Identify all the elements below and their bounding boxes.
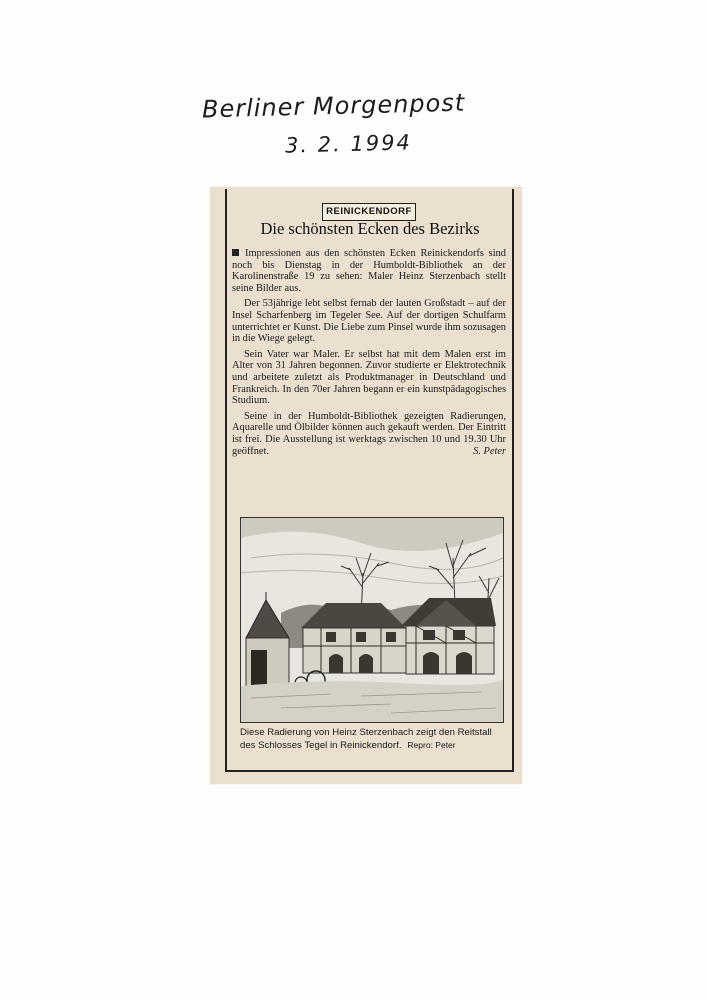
bullet-square-icon [232,249,239,256]
newspaper-clipping [210,187,522,784]
handwritten-date: 3. 2. 1994 [284,130,413,158]
paragraph-3: Sein Vater war Maler. Er selbst hat mit dem Malen erst im Alter von 31 Jahren begonnen. Zuvor studierte er Elektrotechnik und arbeitete zuletzt als Produktmanager in Deutschland und Frankreich. In den 70er Jahren begann er ein kunstpädagogisches Studium. [232,348,506,407]
image-caption: Diese Radierung von Heinz Sterzenbach zeigt den Reitstall des Schlosses Tegel in Reinickendorf. Repro: Peter [240,727,492,751]
section-label: REINICKENDORF [322,203,416,221]
byline: S. Peter [473,445,506,457]
column-rule-bottom [225,770,514,772]
column-rule-right [512,189,514,772]
column-rule-left [225,189,227,772]
handwritten-newspaper-name: Berliner Morgenpost [201,88,466,124]
article-headline: Die schönsten Ecken des Bezirks [260,219,480,238]
paragraph-1: Impressionen aus den schönsten Ecken Reinickendorfs sind noch bis Dienstag in der Humboldt-Bibliothek an der Karolinenstraße 19 zu sehen: Maler Heinz Sterzenbach stellt seine Bilder aus. [232,248,506,294]
paragraph-2: Der 53jährige lebt selbst fernab der lauten Großstadt – auf der Insel Scharfenberg im Tegeler See. Auf der dortigen Schulfarm unterrichtet er Kunst. Die Liebe zum Pinsel wurde ihm sozusagen in die Wiege gelegt. [232,298,506,345]
photo-credit: Repro: Peter [407,740,456,750]
etching-illustration [240,517,504,723]
paragraph-4: Seine in der Humboldt-Bibliothek gezeigten Radierungen, Aquarelle und Ölbilder können auch gekauft werden. Der Eintritt ist frei. Die Ausstellung ist werktags zwischen 10 und 19.30 Uhr geöffnet. S. Peter [232,410,506,457]
article-body [232,248,506,461]
